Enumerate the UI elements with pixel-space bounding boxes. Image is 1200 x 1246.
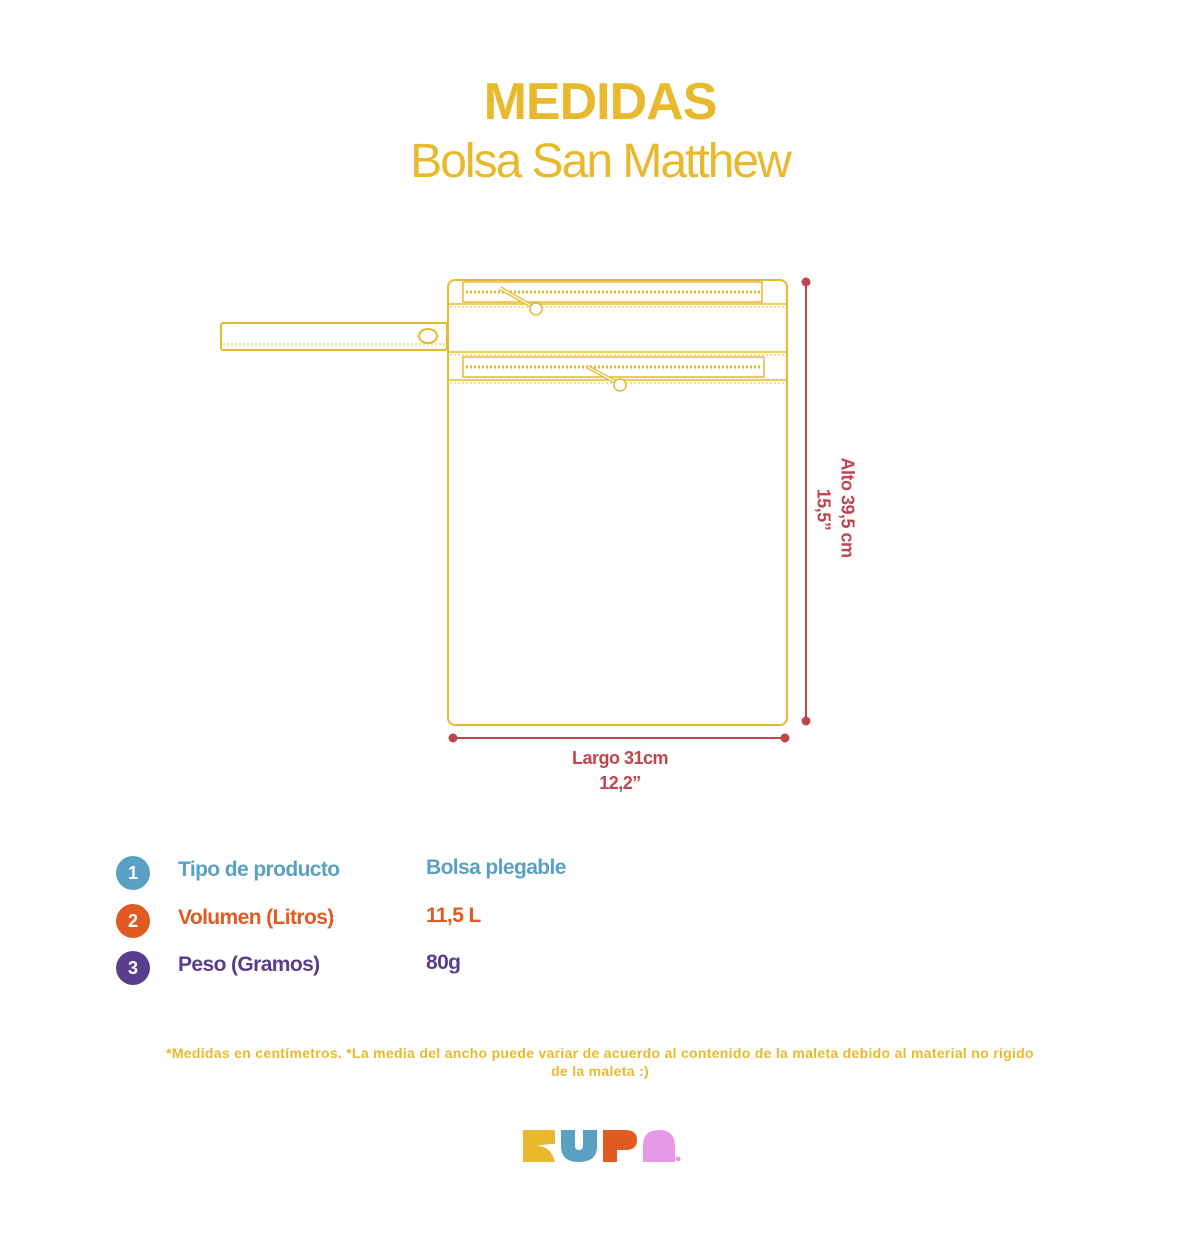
- footnote-line: *Medidas en centímetros. *La media del ancho puede variar de acuerdo al contenido de la maleta debido al material no rigido: [166, 1045, 1034, 1061]
- spec-row-product-type: [116, 856, 816, 890]
- footnote: [70, 1044, 1130, 1080]
- zipper-icon: [463, 282, 762, 315]
- zipper-icon: [463, 357, 764, 391]
- spec-label: Volumen (Litros): [178, 906, 334, 929]
- spec-row-weight: [116, 951, 816, 985]
- spec-number-badge: 1: [116, 856, 150, 890]
- width-cm-label: Largo 31cm: [571, 748, 669, 768]
- height-in-label: 15,5”: [813, 488, 834, 531]
- spec-value: Bolsa plegable: [426, 856, 566, 879]
- spec-value: 11,5 L: [426, 904, 481, 927]
- spec-label: Peso (Gramos): [178, 953, 320, 976]
- spec-row-volume: [116, 904, 816, 938]
- page-title: MEDIDAS: [483, 73, 717, 131]
- footnote-line: de la maleta :): [551, 1063, 649, 1079]
- height-cm-label: Alto 39,5 cm: [837, 457, 858, 558]
- spec-number-badge: 3: [116, 951, 150, 985]
- strap-icon: [221, 323, 447, 350]
- spec-number-badge: 2: [116, 904, 150, 938]
- dimension-line-icon: [450, 279, 810, 742]
- bag-outline-icon: [448, 280, 787, 725]
- kupa-logo-icon: [521, 1126, 681, 1166]
- spec-value: 80g: [426, 951, 461, 974]
- page-subtitle: Bolsa San Matthew: [410, 135, 790, 188]
- spec-label: Tipo de producto: [178, 858, 340, 881]
- width-in-label: 12,2”: [599, 773, 641, 793]
